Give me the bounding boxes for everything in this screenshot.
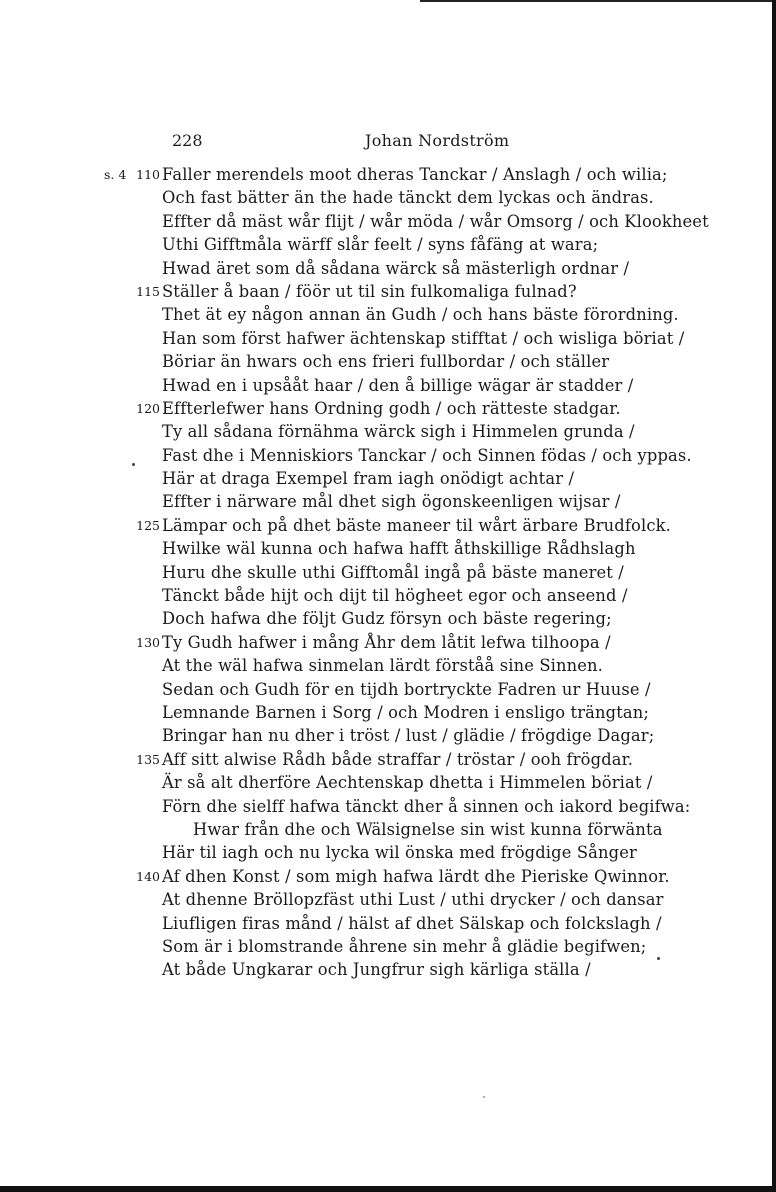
marginal-reference: s. 4 [104, 167, 127, 182]
poem-line [0, 539, 770, 562]
line-text: Är så alt dherföre Aechtenskap dhetta i Himmelen böriat / [162, 773, 653, 793]
line-text: Bringar han nu dher i tröst / lust / glädie / frögdige Dagar; [162, 726, 655, 746]
page-header [0, 131, 776, 153]
line-text: Hwar från dhe och Wälsignelse sin wist kunna förwänta [193, 819, 663, 839]
line-text: Hwilke wäl kunna och hafwa hafft åthskillige Rådhslagh [162, 539, 636, 559]
poem-line [0, 586, 770, 609]
line-text: Ty Gudh hafwer i mång Åhr dem låtit lefwa tilhoopa / [162, 632, 611, 652]
line-text: Sedan och Gudh för en tijdh bortryckte Fadren ur Huuse / [162, 679, 651, 699]
poem-line [0, 937, 770, 960]
line-text: Thet ät ey någon annan än Gudh / och hans bäste förordning. [162, 305, 679, 325]
line-text: At the wäl hafwa sinmelan lärdt förståå sine Sinnen. [162, 656, 604, 676]
line-text: Effterlefwer hans Ordning godh / och rätteste stadgar. [162, 398, 621, 418]
line-text: Ty all sådana förnähma wärck sigh i Himmelen grunda / [162, 422, 635, 442]
poem-line [0, 446, 770, 469]
print-speck [483, 1096, 485, 1098]
poem-line [0, 329, 770, 352]
poem-line [0, 188, 770, 211]
poem-line [0, 259, 770, 282]
poem-line [0, 305, 770, 328]
line-text: Som är i blomstrande åhrene sin mehr å glädie begifwen; [162, 936, 647, 956]
line-text: Uthi Gifftmåla wärff slår feelt / syns fåfäng at wara; [162, 235, 599, 255]
poem-line [0, 750, 770, 773]
poem-line [0, 492, 770, 515]
line-number: 140 [136, 868, 160, 884]
line-text: Och fast bätter än the hade tänckt dem lyckas och ändras. [162, 188, 654, 208]
line-number: 120 [136, 400, 160, 416]
line-text: Doch hafwa dhe följt Gudz försyn och bäste regering; [162, 609, 612, 629]
poem-line [0, 703, 770, 726]
line-text: Af dhen Konst / som migh hafwa lärdt dhe Pieriske Qwinnor. [162, 866, 670, 886]
line-text: Hwad en i upsååt haar / den å billige wägar är stadder / [162, 375, 634, 395]
line-text: Tänckt både hijt och dijt til högheet egor och anseend / [162, 586, 628, 606]
poem-line [0, 914, 770, 937]
line-text: Förn dhe sielff hafwa tänckt dher å sinnen och iakord begifwa: [162, 796, 691, 816]
page-edge-top [420, 0, 776, 2]
print-speck [657, 957, 660, 960]
poem-text [0, 165, 770, 984]
running-head: Johan Nordström [365, 131, 510, 150]
poem-line [0, 165, 770, 188]
line-text: At dhenne Bröllopzfäst uthi Lust / uthi drycker / och dansar [162, 890, 664, 910]
line-text: Liufligen firas månd / hälst af dhet Sälskap och folckslagh / [162, 913, 662, 933]
line-text: Faller merendels moot dheras Tanckar / Anslagh / och wilia; [162, 165, 668, 184]
poem-line [0, 399, 770, 422]
line-number: 130 [136, 634, 160, 650]
poem-line [0, 422, 770, 445]
poem-line [0, 820, 770, 843]
poem-line [0, 890, 770, 913]
line-text: Fast dhe i Menniskiors Tanckar / och Sinnen födas / och yppas. [162, 445, 692, 465]
line-text: Effter då mäst wår flijt / wår möda / wår Omsorg / och Klookheet [162, 211, 709, 231]
line-number: 125 [136, 517, 160, 533]
poem-line [0, 726, 770, 749]
poem-line [0, 960, 770, 983]
poem-line [0, 656, 770, 679]
poem-line [0, 352, 770, 375]
line-text: Böriar än hwars och ens frieri fullbordar / och ställer [162, 352, 610, 372]
line-text: Hwad äret som då sådana wärck så mästerligh ordnar / [162, 258, 630, 278]
line-number: 110 [136, 167, 160, 182]
poem-line [0, 212, 770, 235]
poem-line [0, 282, 770, 305]
poem-line [0, 516, 770, 539]
line-text: Lemnande Barnen i Sorg / och Modren i ensligo trängtan; [162, 702, 650, 722]
line-number: 115 [136, 283, 160, 299]
page-edge-right [772, 0, 776, 1192]
line-text: Här til iagh och nu lycka wil önska med frögdige Sånger [162, 843, 637, 863]
line-text: Här at draga Exempel fram iagh onödigt achtar / [162, 469, 575, 489]
poem-line [0, 797, 770, 820]
line-number: 135 [136, 751, 160, 767]
poem-line [0, 563, 770, 586]
poem-line [0, 773, 770, 796]
poem-line [0, 469, 770, 492]
poem-line [0, 609, 770, 632]
line-text: Aff sitt alwise Rådh både straffar / tröstar / ooh frögdar. [162, 749, 634, 769]
line-text: Huru dhe skulle uthi Gifftomål ingå på bäste maneret / [162, 562, 624, 582]
page-edge-bottom [0, 1186, 776, 1192]
line-text: Lämpar och på dhet bäste maneer til wårt ärbare Brudfolck. [162, 515, 671, 535]
poem-line [0, 843, 770, 866]
line-text: Effter i närware mål dhet sigh ögonskeenligen wijsar / [162, 492, 621, 512]
line-text: At både Ungkarar och Jungfrur sigh kärliga ställa / [162, 960, 591, 980]
poem-line [0, 633, 770, 656]
line-text: Ställer å baan / föör ut til sin fulkomaliga fulnad? [162, 281, 577, 301]
poem-line [0, 376, 770, 399]
poem-line [0, 680, 770, 703]
poem-line [0, 235, 770, 258]
line-text: Han som först hafwer ächtenskap stifftat / och wisliga böriat / [162, 328, 685, 348]
print-speck [132, 463, 135, 466]
page-number: 228 [172, 131, 203, 150]
poem-line [0, 867, 770, 890]
